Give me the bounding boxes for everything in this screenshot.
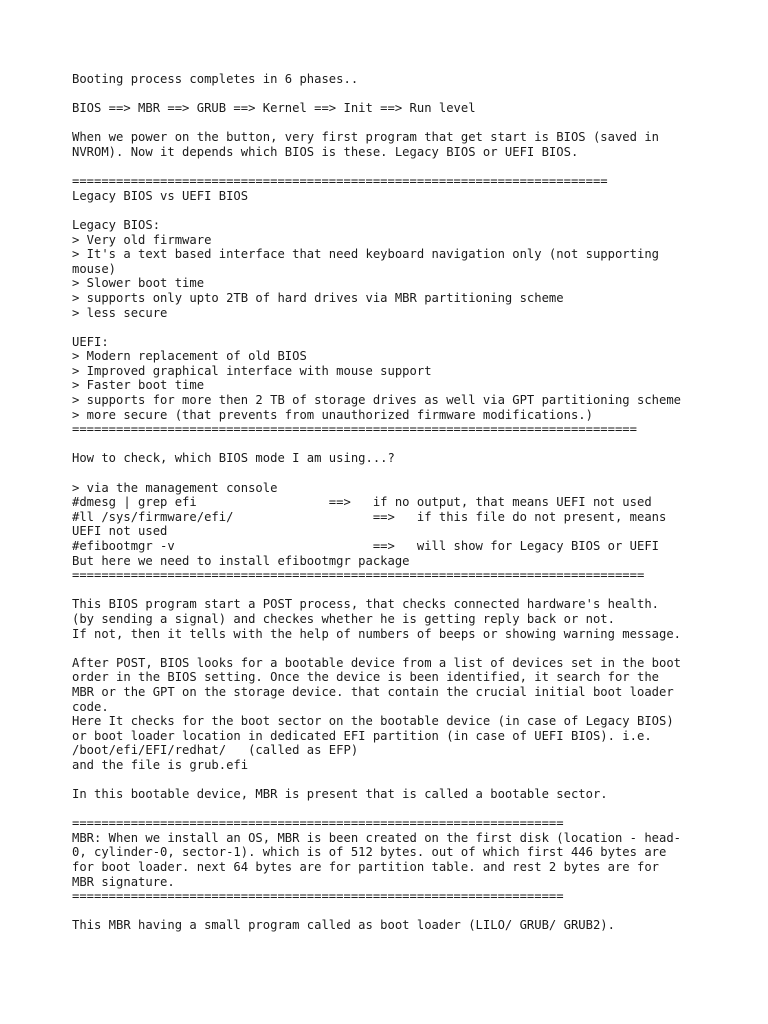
blank-line bbox=[72, 904, 712, 919]
blank-line bbox=[72, 437, 712, 452]
text-line: code. bbox=[72, 699, 109, 714]
text-line: BIOS ==> MBR ==> GRUB ==> Kernel ==> Init ==> Run level bbox=[72, 101, 476, 116]
text-line: > via the management console bbox=[72, 480, 278, 495]
separator-line: ============================================================================== bbox=[72, 568, 645, 583]
document-body bbox=[72, 72, 712, 933]
blank-line bbox=[72, 87, 712, 102]
text-line: #efibootmgr -v ==> will show for Legacy BIOS or UEFI bbox=[72, 539, 659, 553]
blank-line bbox=[72, 583, 712, 598]
text-line: But here we need to install efibootmgr package bbox=[72, 553, 410, 568]
text-line: UEFI not used bbox=[72, 524, 168, 539]
text-line: > Improved graphical interface with mouse support bbox=[72, 363, 432, 378]
text-line: 0, cylinder-0, sector-1). which is of 512 bytes. out of which first 446 bytes are bbox=[72, 845, 667, 860]
text-line: MBR: When we install an OS, MBR is been created on the first disk (location - head- bbox=[72, 830, 682, 845]
text-line: > Very old firmware bbox=[72, 232, 212, 247]
text-line: > supports only upto 2TB of hard drives via MBR partitioning scheme bbox=[72, 290, 564, 305]
text-line: /boot/efi/EFI/redhat/ (called as EFP) bbox=[72, 743, 359, 758]
text-line: Booting process completes in 6 phases.. bbox=[72, 72, 359, 86]
text-line: > Faster boot time bbox=[72, 378, 205, 393]
text-line: MBR signature. bbox=[72, 874, 175, 889]
text-line: When we power on the button, very first program that get start is BIOS (saved in bbox=[72, 130, 659, 145]
text-line: MBR or the GPT on the storage device. that contain the crucial initial boot loader bbox=[72, 684, 674, 699]
text-line: > supports for more then 2 TB of storage drives as well via GPT partitioning scheme bbox=[72, 393, 682, 408]
text-line: This MBR having a small program called as boot loader (LILO/ GRUB/ GRUB2). bbox=[72, 918, 615, 933]
text-line: Legacy BIOS: bbox=[72, 217, 161, 232]
text-line: How to check, which BIOS mode I am using...? bbox=[72, 451, 395, 466]
text-line: If not, then it tells with the help of numbers of beeps or showing warning message. bbox=[72, 626, 682, 641]
blank-line bbox=[72, 116, 712, 131]
text-line: #dmesg | grep efi ==> if no output, that means UEFI not used bbox=[72, 495, 652, 510]
separator-line: =================================================================== bbox=[72, 889, 564, 904]
text-line: NVROM). Now it depends which BIOS is these. Legacy BIOS or UEFI BIOS. bbox=[72, 144, 579, 159]
blank-line bbox=[72, 802, 712, 817]
blank-line bbox=[72, 320, 712, 335]
text-line: or boot loader location in dedicated EFI partition (in case of UEFI BIOS). i.e. bbox=[72, 728, 652, 743]
text-line: > Slower boot time bbox=[72, 276, 205, 291]
text-line: In this bootable device, MBR is present that is called a bootable sector. bbox=[72, 787, 608, 802]
text-line: This BIOS program start a POST process, that checks connected hardware's health. bbox=[72, 597, 659, 612]
blank-line bbox=[72, 160, 712, 175]
text-line: and the file is grub.efi bbox=[72, 757, 249, 772]
blank-line bbox=[72, 466, 712, 481]
text-line: order in the BIOS setting. Once the device is been identified, it search for the bbox=[72, 670, 659, 685]
text-line: Here It checks for the boot sector on the bootable device (in case of Legacy BIOS) bbox=[72, 714, 674, 729]
text-line: Legacy BIOS vs UEFI BIOS bbox=[72, 188, 249, 203]
blank-line bbox=[72, 641, 712, 656]
text-line: > less secure bbox=[72, 305, 168, 320]
text-line: for boot loader. next 64 bytes are for partition table. and rest 2 bytes are for bbox=[72, 860, 659, 875]
text-line: > It's a text based interface that need keyboard navigation only (not supporting bbox=[72, 247, 659, 262]
blank-line bbox=[72, 773, 712, 788]
separator-line: ========================================================================= bbox=[72, 174, 608, 189]
text-line: UEFI: bbox=[72, 334, 109, 349]
separator-line: =================================================================== bbox=[72, 816, 564, 831]
text-line: (by sending a signal) and checkes whether he is getting reply back or not. bbox=[72, 611, 615, 626]
text-line: #ll /sys/firmware/efi/ ==> if this file do not present, means bbox=[72, 509, 667, 524]
text-line: After POST, BIOS looks for a bootable device from a list of devices set in the boot bbox=[72, 655, 682, 670]
blank-line bbox=[72, 203, 712, 218]
separator-line: ============================================================================= bbox=[72, 422, 637, 437]
text-line: mouse) bbox=[72, 261, 117, 276]
text-line: > Modern replacement of old BIOS bbox=[72, 349, 307, 364]
text-line: > more secure (that prevents from unauthorized firmware modifications.) bbox=[72, 407, 593, 422]
